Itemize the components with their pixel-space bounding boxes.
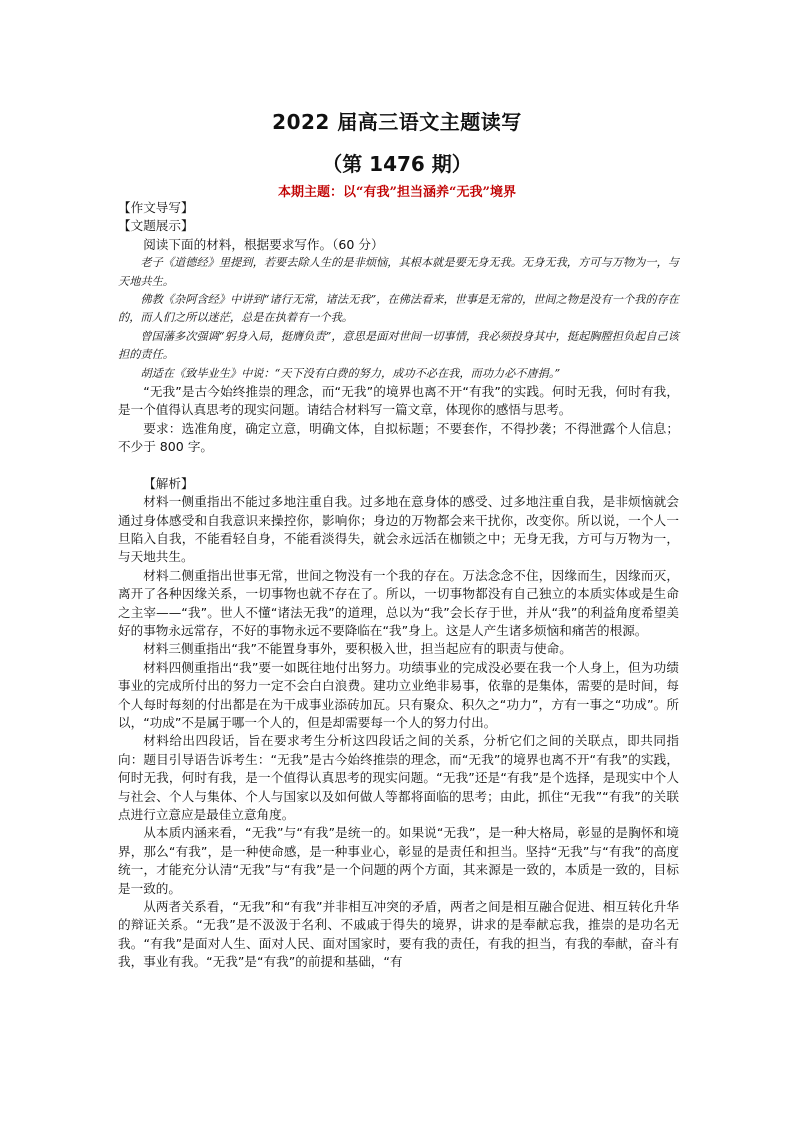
section-heading-analysis: 【解析】 (143, 475, 194, 491)
issue-theme: 本期主题：以“有我”担当涵养“无我”境界 (278, 185, 516, 200)
spacer (118, 457, 679, 475)
analysis-paragraph: 从两者关系看，“无我”和“有我”并非相互冲突的矛盾，两者之间是相互融合促进、相互转化升华的辩证关系。“无我”是不汲汲于名利、不戚戚于得失的境界，讲求的是奉献忘我，推崇的是功名无我。“有我”是面对人生、面对人民、面对国家时，要有我的责任，有我的担当，有我的奉献，奋斗有我，事业有我。“无我”是“有我”的前提和基础，“有 (118, 899, 679, 970)
analysis-paragraph: 材料一侧重指出不能过多地注重自我。过多地在意身体的感受、过多地注重自我，是非烦恼就会通过身体感受和自我意识来操控你，影响你；身边的万物都会来干扰你，改变你。所以说，一个人一旦陷入自我，不能看轻自身，不能看淡得失，就会永远活在枷锁之中；无身无我，方可与万物为一，与天地共生。 (118, 494, 679, 565)
analysis-paragraph: 材料三侧重指出“我”不能置身事外，要积极入世，担当起应有的职责与使命。 (143, 641, 572, 657)
page-title: 2022 届高三语文主题读写 (272, 110, 522, 134)
section-heading-display: 【文题展示】 (118, 218, 194, 234)
analysis-paragraph: 材料给出四段话，旨在要求考生分析这四段话之间的关系，分析它们之间的关联点，即共同指向：题目引导语告诉考生：“无我”是古今始终推崇的理念，而“无我”的境界也离不开“有我”的实践，何时无我，何时有我，是一个值得认真思考的现实问题。“无我”还是“有我”是个选择，是现实中个人与社会、个人与集体、个人与国家以及如何做人等都将面临的思考；由此，抓住“无我”“有我”的关联点进行立意应是最佳立意角度。 (118, 733, 679, 822)
material-quote: 胡适在《致毕业生》中说：“天下没有白费的努力，成功不必在我，而功力必不唐捐。” (140, 366, 561, 380)
prompt-task: “无我”是古今始终推崇的理念，而“无我”的境界也离不开“有我”的实践。何时无我，何时有我，是一个值得认真思考的现实问题。请结合材料写一篇文章，体现你的感悟与思考。 (118, 384, 679, 418)
section-heading-guide: 【作文导写】 (118, 200, 194, 215)
prompt-requirements: 要求：选准角度，确定立意，明确文体，自拟标题；不要套作，不得抄袭；不得泄露个人信息；不少于 800 字。 (118, 420, 679, 455)
material-quote: 曾国藩多次强调“躬身入局，挺膺负责”，意思是面对世间一切事情，我必须投身其中，挺起胸膛担负起自己该担的责任。 (118, 329, 679, 362)
material-quote: 老子《道德经》里提到，若要去除人生的是非烦恼，其根本就是要无身无我。无身无我，方可与万物为一，与天地共生。 (118, 256, 679, 288)
analysis-paragraph: 从本质内涵来看，“无我”与“有我”是统一的。如果说“无我”，是一种大格局，彰显的是胸怀和境界，那么“有我”，是一种使命感，是一种事业心，彰显的是责任和担当。坚持“无我”与“有我”的高度统一，才能充分认清“无我”与“有我”是一个问题的两个方面，其来源是一致的，本质是一致的，目标是一致的。 (118, 825, 679, 896)
material-quote: 佛教《杂阿含经》中讲到“诸行无常，诸法无我”，在佛法看来，世事是无常的，世间之物是没有一个我的存在的，而人们之所以迷茫，总是在执着有一个我。 (118, 293, 679, 325)
issue-number: （第 1476 期） (322, 152, 472, 176)
analysis-paragraph: 材料四侧重指出“我”要一如既往地付出努力。功绩事业的完成没必要在我一个人身上，但为功绩事业的完成所付出的努力一定不会白白浪费。建功立业绝非易事，依靠的是集体，需要的是时间，每个人每时每刻的付出都是在为干成事业添砖加瓦。只有聚众、积久之“功力”，方有一事之“功成”。所以，“功成”不是属于哪一个人的，但是却需要每一个人的努力付出。 (118, 659, 679, 730)
prompt-intro: 阅读下面的材料，根据要求写作。（60 分） (143, 236, 384, 252)
document-body (118, 199, 679, 972)
analysis-paragraph: 材料二侧重指出世事无常，世间之物没有一个我的存在。万法念念不住，因缘而生，因缘而灭，离开了各种因缘关系，一切事物也就不存在了。所以，一切事物都没有自己独立的本质实体或是生命之主宰——“我”。世人不懂“诸法无我”的道理，总以为“我”会长存于世，并从“我”的利益角度希望美好的事物永远常存，不好的事物永远不要降临在“我”身上。这是人产生诸多烦恼和痛苦的根源。 (118, 567, 679, 638)
